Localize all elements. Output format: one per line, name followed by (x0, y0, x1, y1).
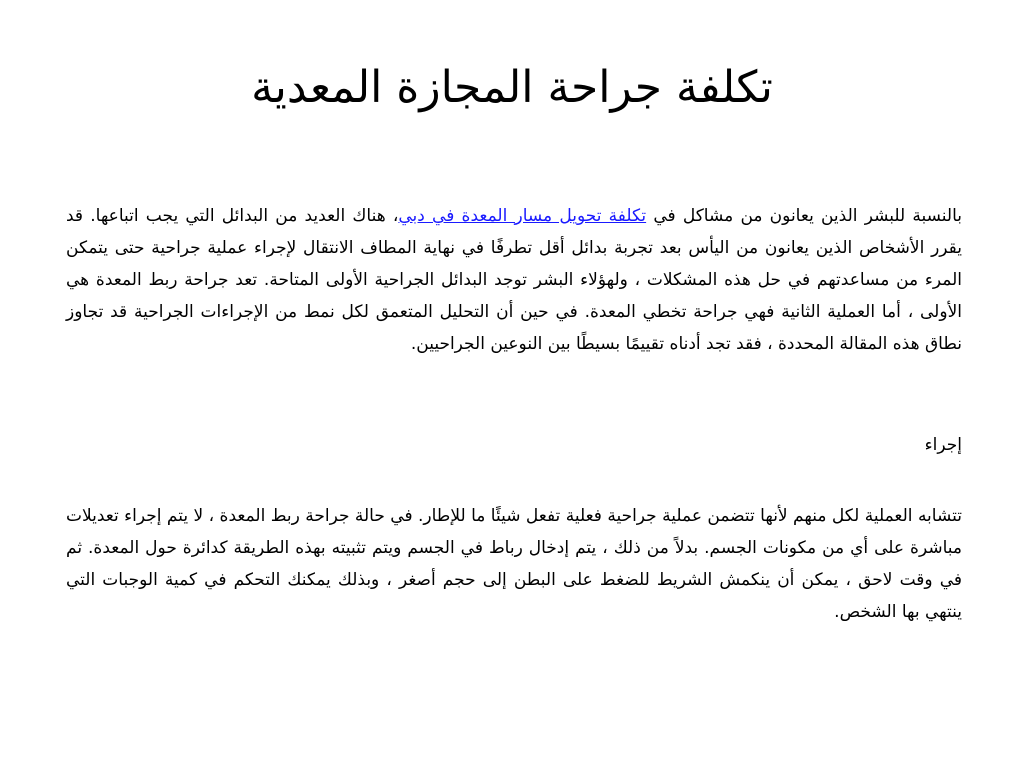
paragraph-intro-start: بالنسبة للبشر الذين يعانون من مشاكل في (646, 206, 963, 226)
paragraph-intro (66, 200, 962, 360)
paragraph-intro-end: ، هناك العديد من البدائل التي يجب اتباعها. قد يقرر الأشخاص الذين يعانون من اليأس بعد تجربة بدائل أقل تطرفًا في نهاية المطاف الانتقال لإجراء عملية جراحية حتى يتمكن المرء من مساعدتهم في حل هذه المشكلات ، ولهؤلاء البشر توجد البدائل الجراحية الأولى المتاحة. تعد جراحة ربط المعدة هي الأولى ، أما العملية الثانية فهي جراحة تخطي المعدة. في حين أن التحليل المتعمق لكل نمط من الإجراءات الجراحية قد تجاوز نطاق هذه المقالة المحددة ، فقد تجد أدناه تقييمًا بسيطًا بين النوعين الجراحيين. (66, 206, 962, 354)
section-heading-procedure: إجراء (924, 435, 962, 455)
paragraph-procedure: تتشابه العملية لكل منهم لأنها تتضمن عملية جراحية فعلية تفعل شيئًا ما للإطار. في حالة جراحة ربط المعدة ، لا يتم إجراء تعديلات مباشرة على أي من مكونات الجسم. بدلاً من ذلك ، يتم إدخال رباط في الجسم ويتم تثبيته بهذه الطريقة كدائرة حول المعدة. ثم في وقت لاحق ، يمكن أن ينكمش الشريط للضغط على البطن إلى حجم أصغر ، وبذلك يمكنك التحكم في كمية الوجبات التي ينتهي بها الشخص. (66, 506, 962, 622)
gastric-bypass-cost-link[interactable]: تكلفة تحويل مسار المعدة في دبي (398, 206, 647, 226)
slide-title: تكلفة جراحة المجازة المعدية (251, 62, 773, 113)
